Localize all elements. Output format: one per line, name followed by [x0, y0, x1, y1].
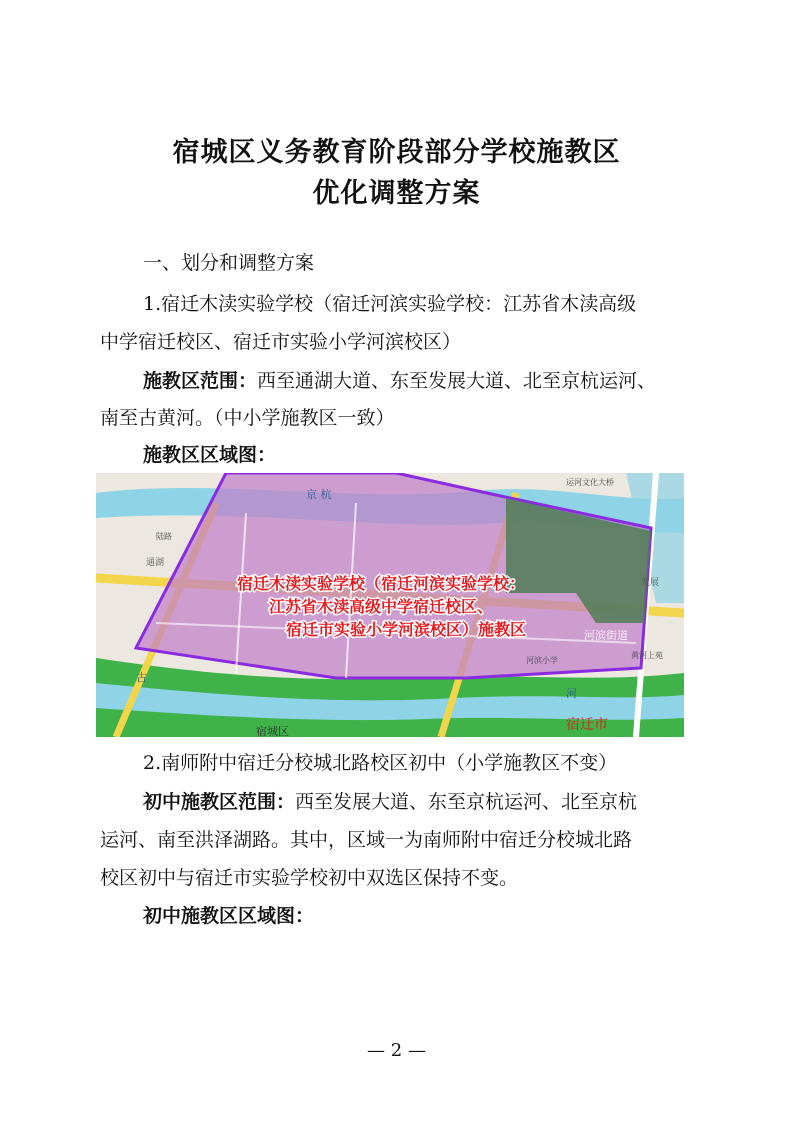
item1-map-label: 施教区区域图： — [143, 444, 277, 466]
map-label-road-left: 通湖 — [146, 558, 165, 568]
map-overlay-line3: 宿迁市实验小学河滨校区）施教区 — [285, 620, 527, 639]
map-label-school: 河滨小学 — [526, 656, 558, 665]
item1-range — [143, 362, 743, 400]
item2-range — [143, 783, 743, 821]
item2-range-text-line2: 运河、南至洪泽湖路。其中，区域一为南师附中宿迁分校城北路 — [100, 829, 633, 851]
map-label-road3: 陆路 — [156, 532, 172, 541]
map-label-road-right: 发展 — [641, 578, 660, 588]
map-svg — [96, 473, 684, 737]
section-heading: 一、划分和调整方案 — [143, 252, 315, 274]
item1-title-line2: 中学宿迁校区、宿迁市实验小学河滨校区） — [100, 331, 462, 353]
map-label-city: 宿迁市 — [566, 717, 608, 733]
map-label-river-north: 京 杭 — [306, 488, 332, 501]
map-label-park: 黄河上苑 — [631, 651, 663, 660]
item2-title: 2.南师附中宿迁分校城北路校区初中（小学施教区不变） — [143, 752, 618, 774]
document-title-line2: 优化调整方案 — [312, 178, 481, 209]
map-label-river-south: 古 — [136, 671, 147, 684]
item2-range-label: 初中施教区范围： — [143, 791, 296, 813]
school-zone-map — [96, 473, 684, 737]
map-label-plaza: 运河文化大桥 — [566, 478, 614, 487]
item2-map-label: 初中施教区区域图： — [143, 905, 315, 927]
map-label-street: 河滨街道 — [584, 629, 628, 642]
map-overlay-line2: 江苏省木渎高级中学宿迁校区、 — [268, 597, 494, 616]
map-label-district: 宿城区 — [256, 725, 289, 737]
map-label-river-south2: 河 — [566, 687, 577, 700]
document-title-line1: 宿城区义务教育阶段部分学校施教区 — [172, 137, 621, 168]
item1-range-text-line2: 南至古黄河。（中小学施教区一致） — [100, 407, 395, 429]
item1-range-text-line1: 西至通湖大道、东至发展大道、北至京杭运河、 — [257, 370, 657, 392]
page-number: — 2 — — [367, 1040, 426, 1061]
item1-title-line1: 1.宿迁木渎实验学校（宿迁河滨实验学校：江苏省木渎高级 — [143, 293, 637, 315]
item2-range-text-line3: 校区初中与宿迁市实验学校初中双选区保持不变。 — [100, 867, 519, 889]
map-overlay-line1: 宿迁木渎实验学校（宿迁河滨实验学校： — [236, 574, 526, 593]
item2-range-text-line1: 西至发展大道、东至京杭运河、北至京杭 — [295, 791, 638, 813]
item1-range-label: 施教区范围： — [143, 370, 258, 392]
